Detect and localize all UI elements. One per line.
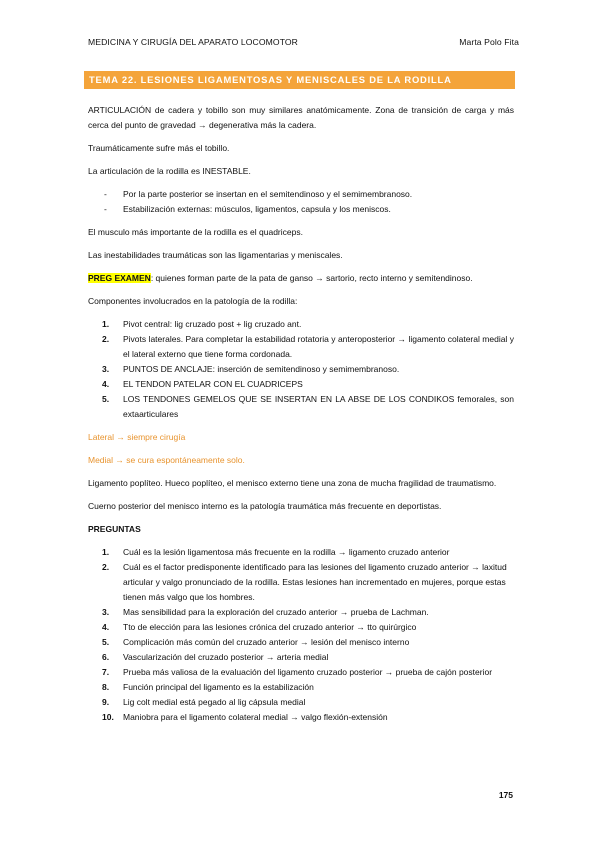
list-item-text: Maniobra para el ligamento colateral medial → valgo flexión-extensión	[123, 712, 388, 722]
list-item-text: Mas sensibilidad para la exploración del cruzado anterior → prueba de Lachman.	[123, 607, 429, 617]
paragraph-medial: Medial → se cura espontáneamente solo.	[88, 455, 245, 465]
paragraph-quadriceps: El musculo más importante de la rodilla es el quadriceps.	[88, 227, 303, 237]
list-item: 4. EL TENDON PATELAR CON EL CUADRICEPS	[102, 379, 303, 389]
list-item: 2. Cuál es el factor predisponente identificado para las lesiones del ligamento cruzado anterior → laxitud articular y valgo pronunciado de la rodilla. Estas lesiones han incrementado en mujeres, porque estas tienen más valgo que los hombres.	[102, 562, 507, 602]
list-item-text: Por la parte posterior se insertan en el semitendinoso y el semimembranoso.	[123, 189, 413, 199]
list-item-text: PUNTOS DE ANCLAJE: inserción de semitendinoso y semimembranoso.	[123, 364, 400, 374]
list-item: 6. Vascularización del cruzado posterior → arteria medial	[102, 652, 329, 662]
list-item-text: Prueba más valiosa de la evaluación del ligamento cruzado posterior → prueba de cajón posterior	[123, 667, 493, 677]
section-heading-preguntas: PREGUNTAS	[88, 524, 141, 534]
list-item: 4. Tto de elección para las lesiones crónica del cruzado anterior → tto quirúrgico	[102, 622, 417, 632]
list-item: 9. Lig colt medial está pegado al lig cápsula medial	[102, 697, 306, 707]
paragraph-posterior-horn: Cuerno posterior del menisco interno es la patología traumática más frecuente en deportistas.	[88, 501, 442, 511]
components-list	[88, 317, 514, 422]
paragraph-lateral: Lateral → siempre cirugía	[88, 432, 186, 442]
paragraph-popliteal: Ligamento poplíteo. Hueco poplíteo, el menisco externo tiene una zona de mucha fragilidad de traumatismo.	[88, 478, 497, 488]
list-item: 5. Complicación más común del cruzado anterior → lesión del menisco interno	[102, 637, 410, 647]
exam-highlight: PREG EXAMEN	[88, 273, 151, 283]
list-item: 8. Función principal del ligamento es la estabilización	[102, 682, 314, 692]
list-item: 1. Pivot central: lig cruzado post + lig cruzado ant.	[102, 319, 302, 329]
list-item-text: Cuál es la lesión ligamentosa más frecuente en la rodilla → ligamento cruzado anterior	[123, 547, 450, 557]
list-item: 5. LOS TENDONES GEMELOS QUE SE INSERTAN EN LA ABSE DE LOS CONDIKOS femorales, son extaarticulares	[102, 394, 514, 419]
list-item-text: EL TENDON PATELAR CON EL CUADRICEPS	[123, 379, 303, 389]
list-item-text: Pivots laterales. Para completar la estabilidad rotatoria y anteroposterior → ligamento colateral medial y el lateral externo que tiene forma cordonada.	[123, 334, 514, 359]
paragraph-instabilities: Las inestabilidades traumáticas son las ligamentarias y meniscales.	[88, 250, 343, 260]
paragraph-trauma-ankle: Traumáticamente sufre más el tobillo.	[88, 143, 230, 153]
list-item: - Por la parte posterior se insertan en el semitendinoso y el semimembranoso.	[104, 189, 413, 199]
chapter-title: TEMA 22. LESIONES LIGAMENTOSAS Y MENISCALES DE LA RODILLA	[84, 71, 515, 89]
list-item: 10. Maniobra para el ligamento colateral medial → valgo flexión-extensión	[102, 712, 388, 722]
page-number: 175	[498, 790, 513, 800]
bullet-list	[88, 187, 514, 217]
paragraph-exam-question	[88, 271, 514, 286]
list-item: - Estabilización externas: músculos, ligamentos, capsula y los meniscos.	[104, 204, 391, 214]
paragraph-knee-unstable: La articulación de la rodilla es INESTABLE.	[88, 166, 251, 176]
paragraph-components: Componentes involucrados en la patología de la rodilla:	[88, 296, 298, 306]
paragraph-hip-ankle: ARTICULACIÓN de cadera y tobillo son muy similares anatómicamente. Zona de transición de carga y más cerca del punto de gravedad → degenerativa más la cadera.	[88, 105, 514, 130]
document-body	[88, 103, 514, 733]
header-course-title: MEDICINA Y CIRUGÍA DEL APARATO LOCOMOTOR	[88, 37, 298, 47]
list-item: 3. PUNTOS DE ANCLAJE: inserción de semitendinoso y semimembranoso.	[102, 364, 400, 374]
exam-question-text: : quienes forman parte de la pata de ganso → sartorio, recto interno y semitendinoso.	[150, 273, 473, 283]
header-author: Marta Polo Fita	[459, 37, 519, 47]
list-item: 3. Mas sensibilidad para la exploración del cruzado anterior → prueba de Lachman.	[102, 607, 429, 617]
list-item: 1. Cuál es la lesión ligamentosa más frecuente en la rodilla → ligamento cruzado anterior	[102, 547, 450, 557]
questions-list	[88, 545, 514, 725]
list-item: 7. Prueba más valiosa de la evaluación del ligamento cruzado posterior → prueba de cajón posterior	[102, 667, 493, 677]
list-item-text: Tto de elección para las lesiones crónica del cruzado anterior → tto quirúrgico	[123, 622, 417, 632]
list-item-text: Vascularización del cruzado posterior → arteria medial	[123, 652, 329, 662]
list-item-text: LOS TENDONES GEMELOS QUE SE INSERTAN EN LA ABSE DE LOS CONDIKOS femorales, son extaarticulares	[123, 394, 514, 419]
list-item-text: Complicación más común del cruzado anterior → lesión del menisco interno	[123, 637, 410, 647]
list-item: 2. Pivots laterales. Para completar la estabilidad rotatoria y anteroposterior → ligamento colateral medial y el lateral externo que tiene forma cordonada.	[102, 334, 514, 359]
list-item-text: Estabilización externas: músculos, ligamentos, capsula y los meniscos.	[123, 204, 391, 214]
list-item-text: Pivot central: lig cruzado post + lig cruzado ant.	[123, 319, 302, 329]
list-item-text: Lig colt medial está pegado al lig cápsula medial	[123, 697, 306, 707]
list-item-text: Cuál es el factor predisponente identificado para las lesiones del ligamento cruzado anterior → laxitud articular y valgo pronunciado de la rodilla. Estas lesiones han incrementado en mujeres, porque estas tienen más valgo que los hombres.	[123, 562, 507, 602]
list-item-text: Función principal del ligamento es la estabilización	[123, 682, 314, 692]
